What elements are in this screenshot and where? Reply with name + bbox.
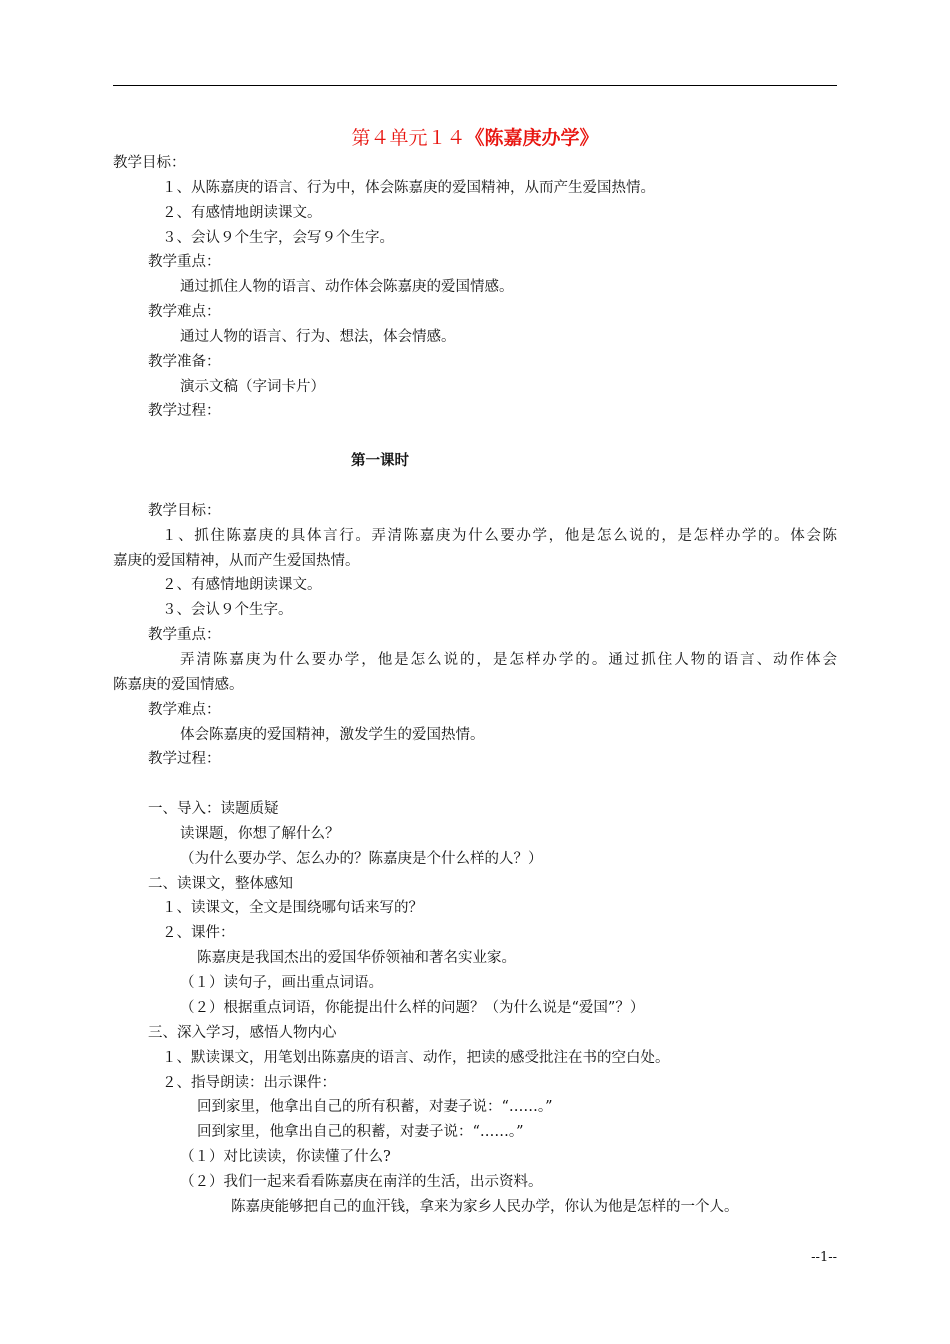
section-heading: 教学难点：	[148, 304, 221, 320]
step-heading: 二、读课文，整体感知	[148, 876, 293, 892]
page-title	[0, 125, 950, 151]
sub-item: （２）根据重点词语，你能提出什么样的问题？（为什么说是“爱国”？）	[180, 1000, 645, 1016]
paragraph: （为什么要办学、怎么办的？陈嘉庚是个什么样的人？）	[180, 851, 543, 867]
step-heading: 三、深入学习，感悟人物内心	[148, 1025, 337, 1041]
list-item: ２、有感情地朗读课文。	[162, 577, 322, 593]
list-item: ２、指导朗读：出示课件：	[162, 1075, 336, 1091]
section-heading: 教学重点：	[148, 254, 221, 270]
list-item: １、抓住陈嘉庚的具体言行。弄清陈嘉庚为什么要办学，他是怎么说的，是怎样办学的。体会陈	[162, 528, 837, 544]
section-heading: 教学过程：	[148, 403, 221, 419]
paragraph: 通过人物的语言、行为、想法，体会情感。	[180, 329, 456, 345]
paragraph: 通过抓住人物的语言、动作体会陈嘉庚的爱国情感。	[180, 279, 514, 295]
step-heading: 一、导入：读题质疑	[148, 801, 279, 817]
paragraph: 读课题，你想了解什么？	[180, 826, 340, 842]
list-item: ３、会认９个生字。	[162, 602, 293, 618]
list-item: ２、课件：	[162, 925, 235, 941]
page-number: --1--	[811, 1250, 837, 1265]
quote-line: 陈嘉庚是我国杰出的爱国华侨领袖和著名实业家。	[197, 950, 516, 966]
quote-line: 回到家里，他拿出自己的所有积蓄，对妻子说：“……。”	[197, 1099, 553, 1115]
sub-item: （１）读句子，画出重点词语。	[180, 975, 383, 991]
title-lesson: 《陈嘉庚办学》	[465, 127, 599, 149]
sub-item: （１）对比读读，你读懂了什么?	[180, 1149, 391, 1165]
paragraph: 演示文稿（字词卡片）	[180, 379, 325, 395]
paragraph-continued: 陈嘉庚的爱国情感。	[113, 677, 244, 693]
paragraph: 体会陈嘉庚的爱国精神，激发学生的爱国热情。	[180, 727, 485, 743]
list-item: １、读课文，全文是围绕哪句话来写的？	[162, 900, 423, 916]
list-item: １、默读课文，用笔划出陈嘉庚的语言、动作，把读的感受批注在书的空白处。	[162, 1050, 670, 1066]
section-heading: 教学目标：	[148, 503, 221, 519]
header-rule	[113, 85, 837, 86]
section-heading: 教学过程：	[148, 751, 221, 767]
section-heading: 教学准备：	[148, 354, 221, 370]
section-heading: 教学重点：	[148, 627, 221, 643]
section-heading: 教学难点：	[148, 702, 221, 718]
list-item-continued: 嘉庚的爱国精神，从而产生爱国热情。	[113, 553, 360, 569]
title-unit: 第４单元１４	[351, 127, 466, 149]
paragraph: 陈嘉庚能够把自己的血汗钱，拿来为家乡人民办学，你认为他是怎样的一个人。	[231, 1199, 739, 1215]
section-heading: 教学目标：	[113, 155, 186, 171]
list-item: ２、有感情地朗读课文。	[162, 205, 322, 221]
sub-item: （２）我们一起来看看陈嘉庚在南洋的生活，出示资料。	[180, 1174, 543, 1190]
lesson-heading: 第一课时	[351, 452, 409, 469]
paragraph: 弄清陈嘉庚为什么要办学，他是怎么说的，是怎样办学的。通过抓住人物的语言、动作体会	[180, 652, 837, 668]
list-item: ３、会认９个生字，会写９个生字。	[162, 230, 394, 246]
list-item: １、从陈嘉庚的语言、行为中，体会陈嘉庚的爱国精神，从而产生爱国热情。	[162, 180, 655, 196]
quote-line: 回到家里，他拿出自己的积蓄，对妻子说：“……。”	[197, 1124, 524, 1140]
